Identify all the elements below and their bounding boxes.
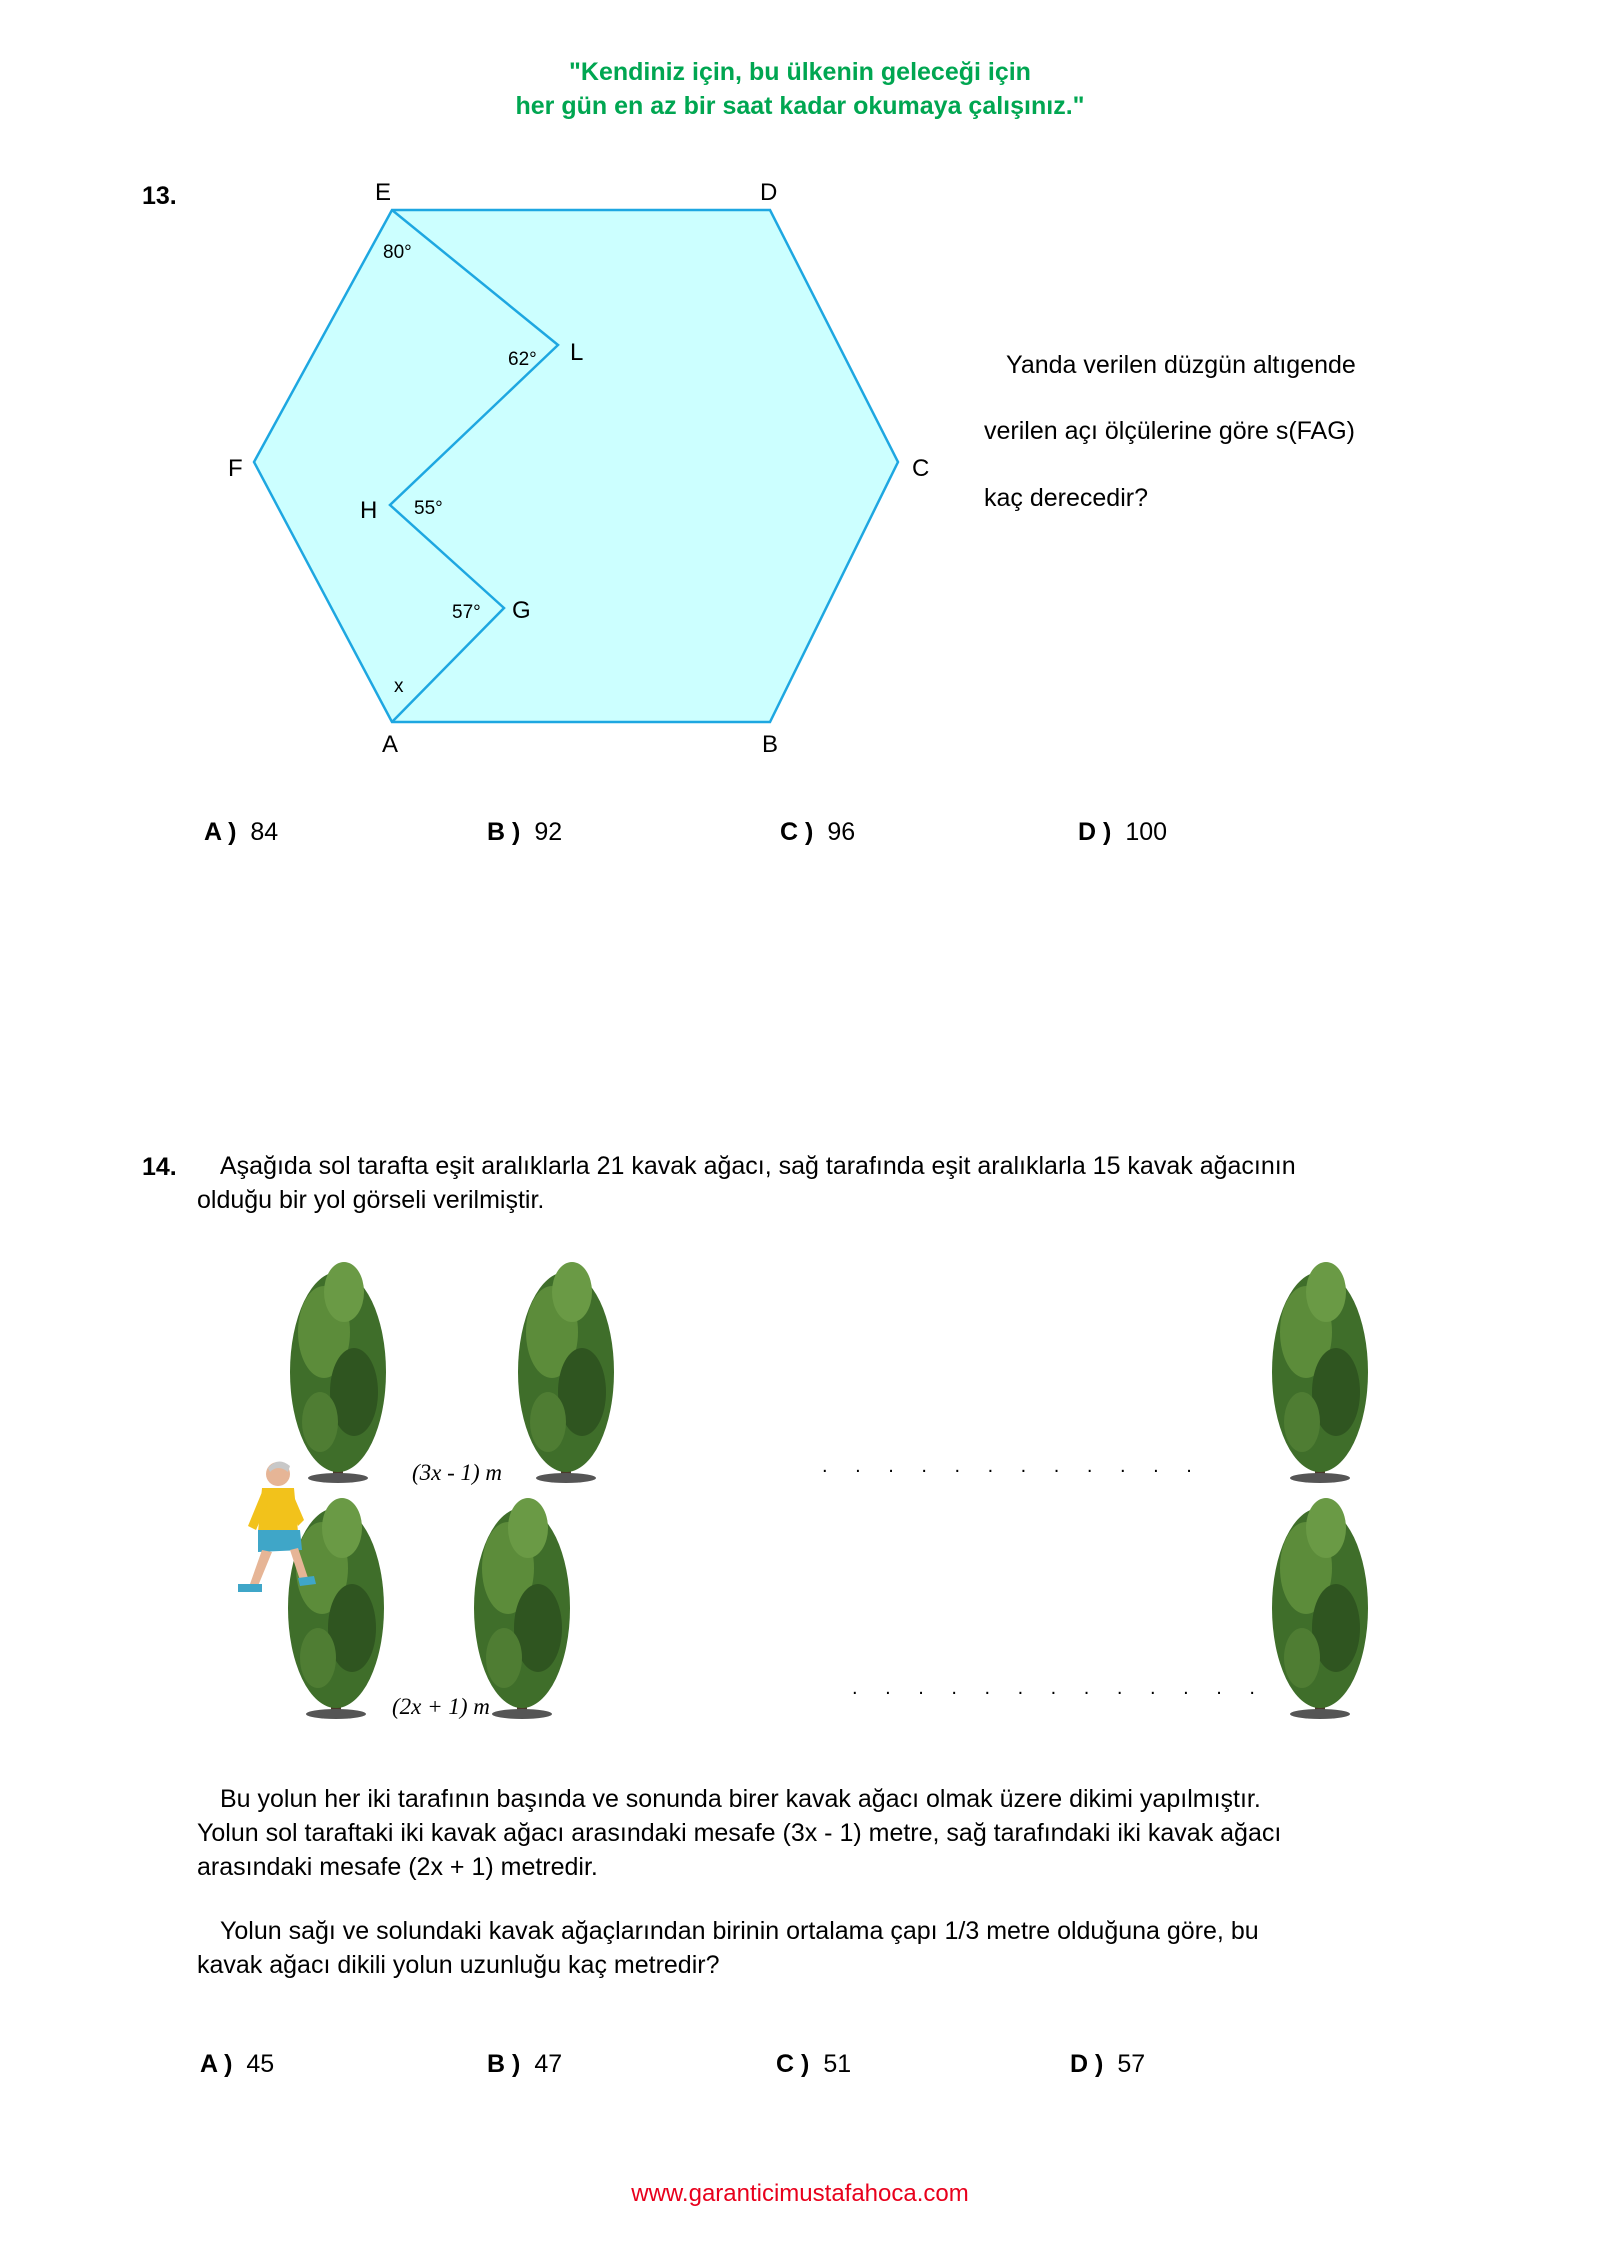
option-letter: B ) bbox=[487, 818, 521, 846]
option-letter: D ) bbox=[1070, 2050, 1104, 2078]
q13-text-2: verilen açı ölçülerine göre s(FAG) bbox=[984, 417, 1355, 445]
angle-h-label: 55° bbox=[414, 498, 443, 519]
vertex-f: F bbox=[228, 455, 243, 482]
option-letter: A ) bbox=[200, 2050, 233, 2078]
tree-top-left-1 bbox=[290, 1262, 386, 1483]
q14-option-c[interactable] bbox=[776, 2050, 851, 2079]
tree-bottom-left-2 bbox=[474, 1498, 570, 1719]
q14-para2-line1: Yolun sağı ve solundaki kavak ağaçlarından birinin ortalama çapı 1/3 metre olduğuna göre, bu bbox=[220, 1917, 1259, 1945]
option-value: 51 bbox=[823, 2050, 852, 2078]
q14-para1-line2: Yolun sol taraftaki iki kavak ağacı arasındaki mesafe (3x - 1) metre, sağ tarafındaki iki kavak ağacı bbox=[197, 1819, 1282, 1847]
angle-e-label: 80° bbox=[383, 242, 412, 263]
motto-line-1: "Kendiniz için, bu ülkenin geleceği için bbox=[569, 58, 1031, 86]
q14-option-b[interactable] bbox=[487, 2050, 562, 2079]
q13-option-c[interactable] bbox=[780, 818, 855, 847]
road-illustration bbox=[0, 1230, 1600, 1770]
hexagon bbox=[254, 210, 898, 722]
point-h: H bbox=[360, 497, 378, 524]
angle-l-label: 62° bbox=[508, 349, 537, 370]
option-letter: A ) bbox=[204, 818, 237, 846]
option-value: 45 bbox=[246, 2050, 275, 2078]
q14-para2-line2: kavak ağacı dikili yolun uzunluğu kaç metredir? bbox=[197, 1951, 720, 1979]
option-letter: C ) bbox=[780, 818, 814, 846]
question-13-number: 13. bbox=[142, 182, 177, 210]
motto-line-2: her gün en az bir saat kadar okumaya çalışınız." bbox=[515, 92, 1085, 120]
q14-option-a[interactable] bbox=[200, 2050, 274, 2079]
hexagon-figure bbox=[0, 0, 1600, 800]
footer-website-link[interactable]: www.garanticimustafahoca.com bbox=[631, 2180, 969, 2207]
tree-top-right bbox=[1272, 1262, 1368, 1483]
vertex-c: C bbox=[912, 455, 930, 482]
q13-text-1: Yanda verilen düzgün altıgende bbox=[1006, 351, 1356, 379]
q14-intro-2: olduğu bir yol görseli verilmiştir. bbox=[197, 1186, 545, 1214]
option-value: 57 bbox=[1117, 2050, 1146, 2078]
option-letter: D ) bbox=[1078, 818, 1112, 846]
dots-top: . . . . . . . . . . . . bbox=[822, 1455, 1203, 1477]
dots-bottom: . . . . . . . . . . . . . bbox=[852, 1677, 1266, 1699]
q14-option-d[interactable] bbox=[1070, 2050, 1145, 2079]
vertex-d: D bbox=[760, 179, 778, 206]
option-value: 47 bbox=[534, 2050, 563, 2078]
q13-text-3: kaç derecedir? bbox=[984, 484, 1148, 512]
q13-option-d[interactable] bbox=[1078, 818, 1167, 847]
option-letter: C ) bbox=[776, 2050, 810, 2078]
vertex-e: E bbox=[375, 179, 392, 206]
angle-x-label: x bbox=[394, 676, 404, 697]
vertex-b: B bbox=[762, 731, 779, 758]
tree-top-left-2 bbox=[518, 1262, 614, 1483]
option-value: 84 bbox=[250, 818, 279, 846]
q14-intro-1: Aşağıda sol tarafta eşit aralıklarla 21 kavak ağacı, sağ tarafında eşit aralıklarla 15 kavak ağacının bbox=[220, 1152, 1296, 1180]
walking-person-icon bbox=[238, 1461, 316, 1592]
q14-para1-line3: arasındaki mesafe (2x + 1) metredir. bbox=[197, 1853, 598, 1881]
vertex-a: A bbox=[382, 731, 399, 758]
tree-bottom-right bbox=[1272, 1498, 1368, 1719]
q14-para1-line1: Bu yolun her iki tarafının başında ve sonunda birer kavak ağacı olmak üzere dikimi yapılmıştır. bbox=[220, 1785, 1261, 1813]
q13-option-b[interactable] bbox=[487, 818, 562, 847]
point-l: L bbox=[570, 339, 584, 366]
question-14-number: 14. bbox=[142, 1153, 177, 1181]
point-g: G bbox=[512, 597, 531, 624]
measure-top: (3x - 1) m bbox=[412, 1460, 503, 1485]
measure-bottom: (2x + 1) m bbox=[392, 1694, 490, 1719]
tree-bottom-left-1 bbox=[288, 1498, 384, 1719]
q13-option-a[interactable] bbox=[204, 818, 278, 847]
option-value: 96 bbox=[827, 818, 856, 846]
option-value: 100 bbox=[1125, 818, 1168, 846]
option-letter: B ) bbox=[487, 2050, 521, 2078]
option-value: 92 bbox=[534, 818, 563, 846]
angle-g-label: 57° bbox=[452, 602, 481, 623]
